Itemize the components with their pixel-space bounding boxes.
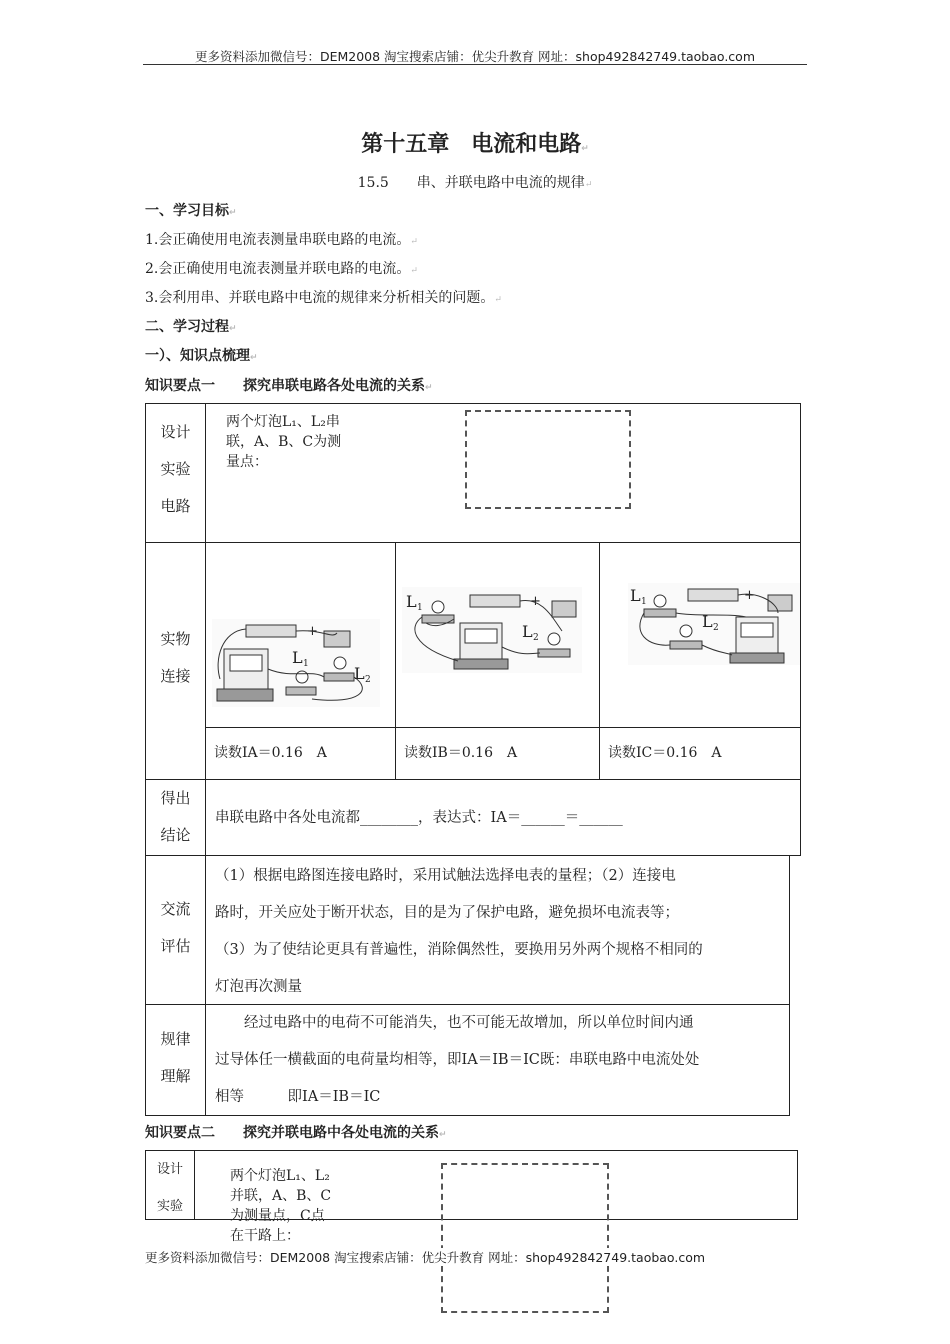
reading-ia: 读数IA＝0.16 A <box>214 745 327 761</box>
understanding-cell <box>205 1004 790 1116</box>
physical-connection-c <box>599 542 801 728</box>
goal-item: 2.会正确使用电流表测量并联电路的电流。↵ <box>145 261 418 277</box>
physical-connection-a <box>205 542 396 728</box>
t2-circuit-diagram-placeholder <box>441 1163 609 1313</box>
svg-text:L: L <box>702 612 713 631</box>
reading-ic-cell <box>599 727 801 780</box>
section-subtitle: 15.5 串、并联电路中电流的规律↵ <box>357 175 593 191</box>
row-label-understanding: 规律 理解 <box>145 1004 206 1116</box>
knowledge-point-2-heading: 知识要点二 探究并联电路中各处电流的关系↵ <box>145 1125 447 1141</box>
knowledge-point-1-heading: 知识要点一 探究串联电路各处电流的关系↵ <box>145 378 433 394</box>
design-description: 两个灯泡L₁、L₂串 联，A、B、C为测 量点： <box>226 414 342 470</box>
evaluation-cell <box>205 855 790 1005</box>
goal-item: 3.会利用串、并联电路中电流的规律来分析相关的问题。↵ <box>145 290 502 306</box>
svg-text:1: 1 <box>641 597 647 607</box>
circuit-photo-b <box>402 587 582 673</box>
evaluation-text: （1）根据电路图连接电路时，采用试触法选择电表的量程；（2）连接电 路时，开关应处于断开状态，目的是为了保护电路，避免损坏电流表等； （3）为了使结论更具有普遍性，消除偶然性，要换用另外两个规格不相同的 灯泡再次测量 <box>215 868 703 995</box>
reading-ib-cell <box>395 727 600 780</box>
page-header: 更多资料添加微信号：DEM2008 淘宝搜索店铺：优尖升教育 网址：shop492842749.taobao.com <box>194 49 756 64</box>
goal-item: 1.会正确使用电流表测量串联电路的电流。↵ <box>145 232 418 248</box>
svg-text:+: + <box>307 624 318 639</box>
reading-ic: 读数IC＝0.16 A <box>608 745 722 761</box>
physical-connection-b <box>395 542 600 728</box>
header-divider <box>143 64 807 65</box>
row-label-evaluation: 交流 评估 <box>145 855 206 1005</box>
row-label-conclusion: 得出 结论 <box>145 779 206 856</box>
svg-text:1: 1 <box>417 603 423 613</box>
reading-ia-cell <box>205 727 396 780</box>
svg-text:1: 1 <box>303 659 309 669</box>
row-label-design: 设计 实验 电路 <box>145 403 206 543</box>
t2-row-label-design: 设计 实验 <box>145 1150 195 1220</box>
design-circuit-cell <box>205 403 801 543</box>
conclusion-cell <box>205 779 801 856</box>
svg-text:+: + <box>530 594 541 609</box>
svg-text:L: L <box>354 664 365 683</box>
svg-text:2: 2 <box>713 623 719 633</box>
svg-text:2: 2 <box>533 633 539 643</box>
circuit-diagram-placeholder <box>465 410 631 509</box>
conclusion-text: 串联电路中各处电流都________，表达式：IA＝______＝______ <box>215 810 623 826</box>
circuit-photo-a <box>212 619 380 707</box>
chapter-title: 第十五章 电流和电路↵ <box>361 132 589 157</box>
row-label-physical: 实物 连接 <box>145 542 206 780</box>
svg-text:L: L <box>406 592 417 611</box>
t2-design-description: 两个灯泡L₁、L₂ 并联，A、B、C 为测量点，C点 在干路上： <box>230 1168 332 1244</box>
svg-text:L: L <box>292 648 303 667</box>
learning-goals-heading: 一、学习目标↵ <box>145 203 237 219</box>
knowledge-summary-heading: 一）、知识点梳理↵ <box>145 348 258 364</box>
reading-ib: 读数IB＝0.16 A <box>404 745 518 761</box>
learning-process-heading: 二、学习过程↵ <box>145 319 237 335</box>
page-footer: 更多资料添加微信号：DEM2008 淘宝搜索店铺：优尖升教育 网址：shop492842749.taobao.com <box>145 1250 706 1265</box>
svg-text:2: 2 <box>365 675 371 685</box>
svg-text:L: L <box>522 622 533 641</box>
svg-text:+: + <box>744 588 755 603</box>
circuit-photo-c <box>628 583 800 665</box>
understanding-text: 经过电路中的电荷不可能消失，也不可能无故增加，所以单位时间内通 过导体任一横截面的电荷量均相等，即IA＝IB＝IC既：串联电路中电流处处 相等 即IA＝IB＝IC <box>215 1015 700 1105</box>
svg-text:L: L <box>630 586 641 605</box>
